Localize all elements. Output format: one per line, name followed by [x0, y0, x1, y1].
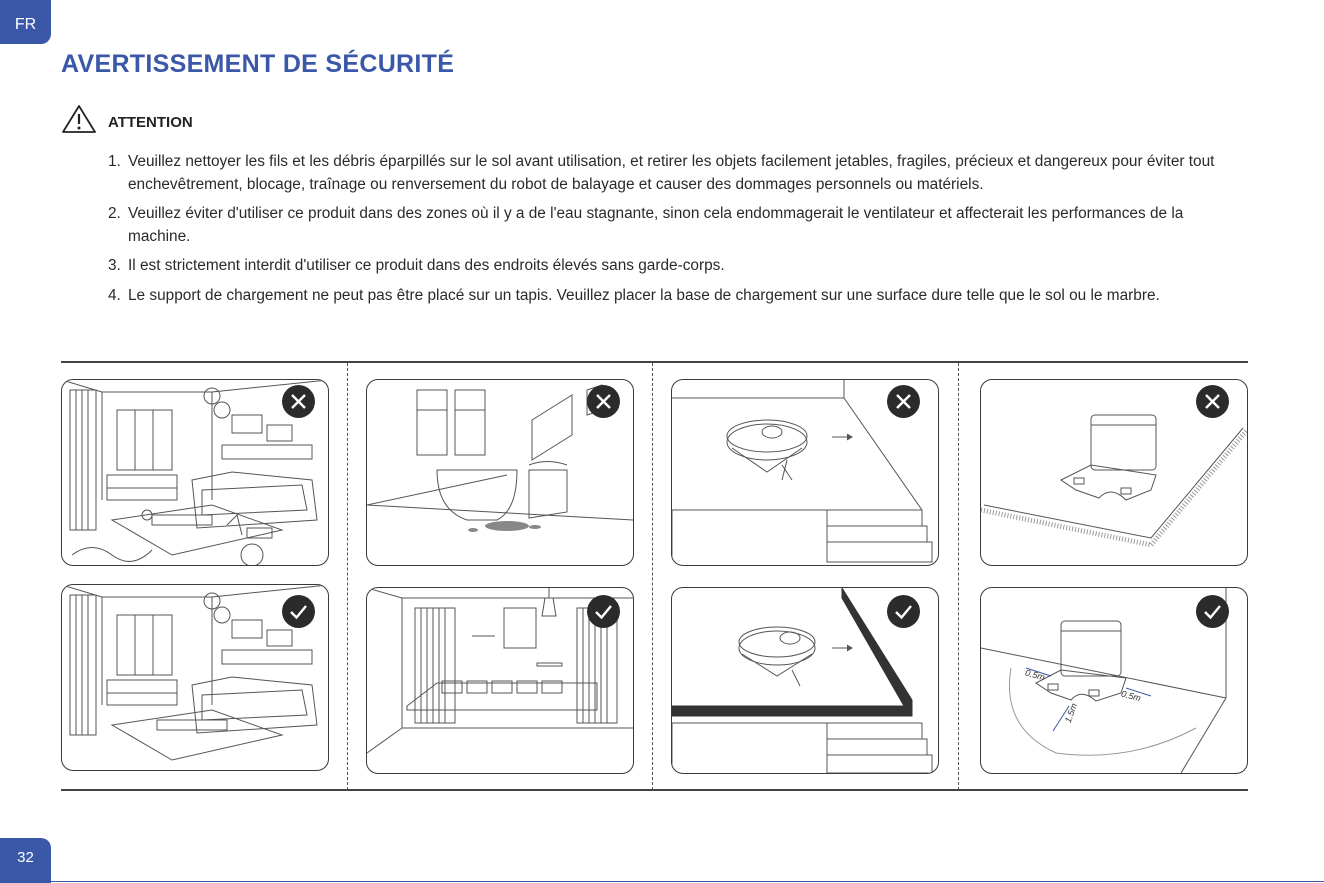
correct-badge: [587, 595, 620, 628]
illustration-living-room-dry: [366, 587, 634, 774]
page-number: 32: [0, 838, 51, 883]
illustration-bathroom-standing-water: [366, 379, 634, 566]
illustration-dock-on-carpet: [980, 379, 1248, 566]
cross-icon: [1196, 385, 1229, 418]
incorrect-badge: [587, 385, 620, 418]
cross-icon: [887, 385, 920, 418]
bottom-rule: [61, 789, 1248, 791]
footer-line: [0, 881, 1324, 882]
illustration-robot-elevated-no-railing: [671, 379, 939, 566]
illustration-dock-clearance: [980, 587, 1248, 774]
column-divider: [347, 363, 348, 790]
correct-badge: [1196, 595, 1229, 628]
warning-text: Veuillez éviter d'utiliser ce produit dans des zones où il y a de l'eau stagnante, sinon cela endommagerait le ventilateur et affecterait les performances de la machine.: [128, 205, 1184, 245]
column-divider: [958, 363, 959, 790]
attention-label: ATTENTION: [108, 114, 193, 131]
warning-number: 4.: [108, 286, 121, 304]
warning-number: 2.: [108, 205, 121, 222]
warning-number: 1.: [108, 153, 121, 170]
illustration-living-room-tidy: [61, 584, 329, 771]
incorrect-badge: [1196, 385, 1229, 418]
warning-list: [108, 151, 1248, 314]
incorrect-badge: [282, 385, 315, 418]
warning-item: [108, 255, 1248, 278]
cross-icon: [587, 385, 620, 418]
cross-icon: [282, 385, 315, 418]
dock-clearance-label: 0.5m: [1120, 688, 1142, 704]
illustration-living-room-cluttered: [61, 379, 329, 566]
warning-item: [108, 151, 1248, 196]
warning-text: Le support de chargement ne peut pas être placé sur un tapis. Veuillez placer la base de chargement sur une surface dure telle que le sol ou le marbre.: [128, 286, 1160, 304]
language-tab: FR: [0, 0, 51, 44]
top-rule: [61, 361, 1248, 363]
dock-clearance-label: 0.5m: [1024, 667, 1046, 683]
warning-number: 3.: [108, 257, 121, 274]
illustration-robot-elevated-with-railing: [671, 587, 939, 774]
correct-badge: [887, 595, 920, 628]
check-icon: [887, 595, 920, 628]
check-icon: [1196, 595, 1229, 628]
warning-text: Il est strictement interdit d'utiliser ce produit dans des endroits élevés sans garde-corps.: [128, 257, 725, 274]
warning-text: Veuillez nettoyer les fils et les débris éparpillés sur le sol avant utilisation, et retirer les objets facilement jetables, fragiles, précieux et dangereux pour éviter tout enchevêtrement, blocage, traînage ou renversement du robot de balayage et causer des dommages personnels ou matériels.: [128, 153, 1215, 193]
check-icon: [282, 595, 315, 628]
correct-badge: [282, 595, 315, 628]
warning-item: [108, 285, 1248, 308]
warning-item: [108, 203, 1248, 248]
dock-clearance-label: 1.5m: [1062, 701, 1080, 725]
incorrect-badge: [887, 385, 920, 418]
column-divider: [652, 363, 653, 790]
check-icon: [587, 595, 620, 628]
warning-triangle-icon: [61, 104, 97, 134]
page-title: AVERTISSEMENT DE SÉCURITÉ: [61, 50, 455, 78]
